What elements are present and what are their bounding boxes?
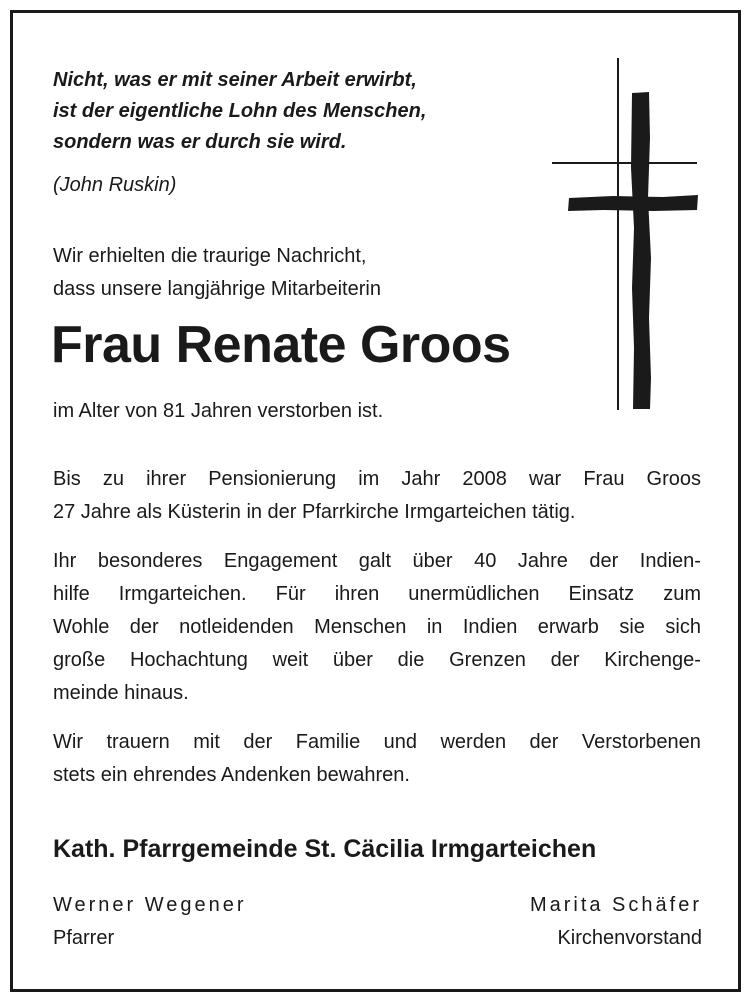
word: Kirchenge- [604, 649, 701, 671]
word: Indien [462, 616, 518, 638]
word: galt [358, 550, 392, 572]
parish-name: Kath. Pfarrgemeinde St. Cäcilia Irmgarteichen [53, 835, 597, 863]
word: Engagement [223, 550, 338, 572]
word: Jahre [517, 550, 568, 572]
word: Familie [295, 731, 361, 753]
word: ihren [334, 583, 380, 605]
word: Einsatz [568, 583, 635, 605]
word: der [243, 731, 273, 753]
word: zum [663, 583, 701, 605]
paragraph-line [53, 463, 701, 496]
quote-line: ist der eigentliche Lohn des Menschen, [53, 100, 427, 122]
word: hilfe [53, 583, 90, 605]
word: der [550, 649, 580, 671]
word: zu [102, 468, 125, 490]
word: Verstorbenen [581, 731, 701, 753]
word: der [589, 550, 619, 572]
quote-line: Nicht, was er mit seiner Arbeit erwirbt, [53, 69, 417, 91]
signatory-name: Werner Wegener [53, 894, 247, 916]
word: trauern [106, 731, 170, 753]
paragraph-line: meinde hinaus. [53, 682, 189, 704]
word: Frau [583, 468, 625, 490]
word: Hochachtung [129, 649, 248, 671]
deceased-name: Frau Renate Groos [51, 316, 511, 374]
word: ihrer [146, 468, 187, 490]
signatory-role: Kirchenvorstand [557, 927, 702, 949]
paragraph-line [53, 611, 701, 644]
paragraph-line: 27 Jahre als Küsterin in der Pfarrkirche Irmgarteichen tätig. [53, 501, 576, 523]
word: in [426, 616, 443, 638]
word: der [129, 616, 159, 638]
word: der [529, 731, 559, 753]
paragraph-line [53, 545, 701, 578]
word: 40 [474, 550, 497, 572]
word: weit [272, 649, 309, 671]
signatory-role: Pfarrer [53, 927, 115, 949]
word: war [528, 468, 562, 490]
word: Indien- [639, 550, 701, 572]
signatory-left [53, 889, 247, 955]
obituary-notice [10, 10, 741, 992]
word: sich [665, 616, 701, 638]
word: erwarb [537, 616, 599, 638]
quote-block [53, 65, 426, 158]
age-line: im Alter von 81 Jahren verstorben ist. [53, 400, 384, 422]
intro-text [53, 240, 381, 306]
paragraph-line [53, 578, 701, 611]
word: Wohle [53, 616, 110, 638]
word: Ihr [53, 550, 77, 572]
word: Grenzen [449, 649, 526, 671]
paragraph-line [53, 726, 701, 759]
signatory-name: Marita Schäfer [529, 894, 702, 916]
paragraph-line: stets ein ehrendes Andenken bewahren. [53, 764, 410, 786]
word: Bis [53, 468, 81, 490]
word: im [358, 468, 380, 490]
word: Irmgarteichen. [118, 583, 247, 605]
quote-author: (John Ruskin) [53, 174, 177, 196]
word: sie [619, 616, 645, 638]
intro-line: Wir erhielten die traurige Nachricht, [53, 245, 367, 267]
paragraph-line [53, 644, 701, 677]
intro-line: dass unsere langjährige Mitarbeiterin [53, 278, 381, 300]
word: mit [193, 731, 220, 753]
word: 2008 [462, 468, 507, 490]
word: Jahr [401, 468, 441, 490]
word: über [412, 550, 453, 572]
word: Pensionierung [208, 468, 337, 490]
signatory-right [530, 889, 702, 955]
word: und [383, 731, 418, 753]
word: werden [440, 731, 507, 753]
word: Groos [646, 468, 701, 490]
word: über [332, 649, 373, 671]
word: große [53, 649, 106, 671]
cross-icon [543, 58, 703, 418]
paragraph-engagement [53, 545, 701, 710]
word: unermüdlichen [408, 583, 540, 605]
word: die [397, 649, 425, 671]
word: besonderes [97, 550, 203, 572]
quote-line: sondern was er durch sie wird. [53, 131, 347, 153]
word: Menschen [314, 616, 407, 638]
word: Wir [53, 731, 83, 753]
word: notleidenden [179, 616, 294, 638]
word: Für [275, 583, 306, 605]
paragraph-career [53, 463, 701, 529]
paragraph-mourning [53, 726, 701, 792]
